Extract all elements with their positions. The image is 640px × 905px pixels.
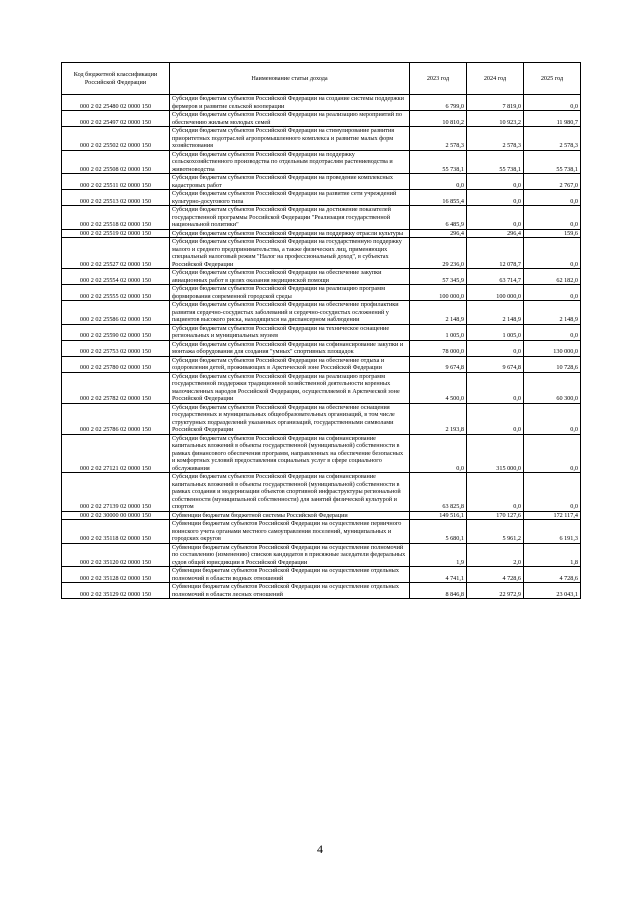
row-code: 000 2 02 25497 02 0000 150 (62, 111, 170, 127)
row-name: Субвенции бюджетам субъектов Российской Федерации на осуществление отдельных полномочий в области водных отношений (170, 567, 410, 583)
table-row (62, 543, 581, 567)
row-value-2023: 1,9 (410, 543, 467, 567)
row-value-2025: 0,0 (524, 285, 581, 301)
row-value-2023: 2 148,9 (410, 301, 467, 325)
row-value-2023: 9 674,8 (410, 356, 467, 372)
header-2025: 2025 год (524, 63, 581, 95)
row-value-2024: 2,0 (467, 543, 524, 567)
row-value-2025: 0,0 (524, 473, 581, 512)
row-code: 000 2 02 25753 02 0000 150 (62, 340, 170, 356)
row-value-2023: 29 236,0 (410, 238, 467, 269)
table-header-row (62, 63, 581, 95)
row-value-2023: 149 516,1 (410, 511, 467, 520)
row-value-2023: 1 005,0 (410, 324, 467, 340)
row-value-2025: 55 738,1 (524, 150, 581, 174)
row-value-2025: 0,0 (524, 324, 581, 340)
row-code: 000 2 02 25502 02 0000 150 (62, 127, 170, 151)
row-value-2024: 22 972,9 (467, 583, 524, 599)
row-value-2025: 0,0 (524, 206, 581, 230)
row-value-2024: 4 728,6 (467, 567, 524, 583)
row-value-2024: 2 148,9 (467, 301, 524, 325)
row-value-2024: 7 819,0 (467, 95, 524, 111)
row-value-2024: 63 714,7 (467, 269, 524, 285)
table-row (62, 150, 581, 174)
table-row (62, 190, 581, 206)
table-row (62, 403, 581, 434)
row-value-2025: 0,0 (524, 434, 581, 473)
table-body (62, 95, 581, 599)
row-code: 000 2 02 25554 02 0000 150 (62, 269, 170, 285)
row-code: 000 2 02 25519 02 0000 150 (62, 229, 170, 238)
row-value-2023: 10 810,2 (410, 111, 467, 127)
row-value-2025: 159,6 (524, 229, 581, 238)
row-code: 000 2 02 25780 02 0000 150 (62, 356, 170, 372)
row-value-2024: 55 738,1 (467, 150, 524, 174)
row-code: 000 2 02 27139 02 0000 150 (62, 473, 170, 512)
row-value-2024: 0,0 (467, 340, 524, 356)
row-value-2025: 0,0 (524, 238, 581, 269)
row-code: 000 2 02 25513 02 0000 150 (62, 190, 170, 206)
row-code: 000 2 02 25782 02 0000 150 (62, 372, 170, 403)
row-name: Субсидии бюджетам субъектов Российской Федерации на софинансирование капитальных вложений в объекты государственной (муниципальной) собственности в рамках создания и модернизации объектов спортивной инфраструктуры региональной собственности (муниципальной собственности) для занятий физической культурой и спортом (170, 473, 410, 512)
row-code: 000 2 02 30000 00 0000 150 (62, 511, 170, 520)
table-row (62, 206, 581, 230)
row-value-2024: 0,0 (467, 403, 524, 434)
row-name: Субсидии бюджетам субъектов Российской Федерации на создание системы поддержки фермеров и развитие сельской кооперации (170, 95, 410, 111)
row-code: 000 2 02 25786 02 0000 150 (62, 403, 170, 434)
table-row (62, 356, 581, 372)
table-row (62, 229, 581, 238)
table-row (62, 301, 581, 325)
row-value-2025: 2 767,0 (524, 174, 581, 190)
row-value-2023: 6 485,9 (410, 206, 467, 230)
row-value-2025: 2 148,9 (524, 301, 581, 325)
header-name: Наименование статьи дохода (170, 63, 410, 95)
row-code: 000 2 02 35120 02 0000 150 (62, 543, 170, 567)
row-name: Субсидии бюджетам субъектов Российской Федерации на государственную поддержку малого и среднего предпринимательства, а также физических лиц, применяющих специальный налоговый режим "Налог на профессиональный доход", в субъектах Российской Федерации (170, 238, 410, 269)
row-value-2025: 2 578,3 (524, 127, 581, 151)
row-value-2024: 5 961,2 (467, 520, 524, 544)
row-name: Субсидии бюджетам субъектов Российской Федерации на софинансирование капитальных вложений в объекты государственной (муниципальной) собственности в рамках финансового обеспечения программ, направленных на обеспечение безопасных и комфортных условий предоставления социальных услуг в сфере социального обслуживания (170, 434, 410, 473)
row-value-2023: 4 741,1 (410, 567, 467, 583)
header-2024: 2024 год (467, 63, 524, 95)
row-value-2024: 0,0 (467, 174, 524, 190)
row-value-2024: 100 000,0 (467, 285, 524, 301)
row-name: Субсидии бюджетам субъектов Российской Федерации на проведение комплексных кадастровых работ (170, 174, 410, 190)
row-value-2025: 172 117,4 (524, 511, 581, 520)
table-row (62, 174, 581, 190)
row-code: 000 2 02 35128 02 0000 150 (62, 567, 170, 583)
row-name: Субсидии бюджетам субъектов Российской Федерации на обеспечение отдыха и оздоровления детей, проживающих в Арктической зоне Российской Федерации (170, 356, 410, 372)
row-value-2023: 8 846,8 (410, 583, 467, 599)
row-code: 000 2 02 25590 02 0000 150 (62, 324, 170, 340)
row-value-2024: 10 923,2 (467, 111, 524, 127)
row-code: 000 2 02 27121 02 0000 150 (62, 434, 170, 473)
row-name: Субсидии бюджетам субъектов Российской Федерации на развитие сети учреждений культурно-досугового типа (170, 190, 410, 206)
row-code: 000 2 02 25511 02 0000 150 (62, 174, 170, 190)
row-value-2025: 1,8 (524, 543, 581, 567)
row-value-2023: 0,0 (410, 434, 467, 473)
row-name: Субсидии бюджетам субъектов Российской Федерации на техническое оснащение региональных и муниципальных музеев (170, 324, 410, 340)
row-value-2024: 1 005,0 (467, 324, 524, 340)
row-code: 000 2 02 25527 02 0000 150 (62, 238, 170, 269)
row-name: Субсидии бюджетам субъектов Российской Федерации на обеспечение оснащения государственных и муниципальных общеобразовательных организаций, в том числе структурных подразделений указанных организаций, государственными символами Российской Федерации (170, 403, 410, 434)
page-number: 4 (317, 842, 323, 856)
row-value-2025: 0,0 (524, 95, 581, 111)
row-value-2024: 296,4 (467, 229, 524, 238)
table-row (62, 238, 581, 269)
row-value-2025: 11 980,7 (524, 111, 581, 127)
row-code: 000 2 02 25508 02 0000 150 (62, 150, 170, 174)
row-code: 000 2 02 25518 02 0000 150 (62, 206, 170, 230)
table-row (62, 583, 581, 599)
row-value-2024: 0,0 (467, 190, 524, 206)
header-2023: 2023 год (410, 63, 467, 95)
row-code: 000 2 02 25555 02 0000 150 (62, 285, 170, 301)
table-row (62, 111, 581, 127)
table-row (62, 567, 581, 583)
row-value-2023: 57 345,9 (410, 269, 467, 285)
row-name: Субсидии бюджетам субъектов Российской Федерации на поддержку сельскохозяйственного производства по отдельным подотраслям растениеводства и животноводства (170, 150, 410, 174)
row-code: 000 2 02 35118 02 0000 150 (62, 520, 170, 544)
table-row (62, 269, 581, 285)
row-value-2024: 9 674,8 (467, 356, 524, 372)
table-row (62, 511, 581, 520)
row-code: 000 2 02 25586 02 0000 150 (62, 301, 170, 325)
row-name: Субвенции бюджетам бюджетной системы Российской Федерации (170, 511, 410, 520)
row-value-2025: 0,0 (524, 403, 581, 434)
row-value-2024: 0,0 (467, 473, 524, 512)
table-row (62, 473, 581, 512)
header-code: Код бюджетной классификации Российской Федерации (62, 63, 170, 95)
row-code: 000 2 02 25480 02 0000 150 (62, 95, 170, 111)
row-name: Субсидии бюджетам субъектов Российской Федерации на софинансирование закупки и монтажа оборудования для создания "умных" спортивных площадок (170, 340, 410, 356)
row-value-2023: 4 500,0 (410, 372, 467, 403)
row-value-2023: 0,0 (410, 174, 467, 190)
table-row (62, 372, 581, 403)
row-value-2024: 2 578,3 (467, 127, 524, 151)
row-name: Субсидии бюджетам субъектов Российской Федерации на достижение показателей государственной программы Российской Федерации "Реализация государственной национальной политики" (170, 206, 410, 230)
row-value-2025: 10 728,6 (524, 356, 581, 372)
row-value-2025: 23 043,1 (524, 583, 581, 599)
row-name: Субсидии бюджетам субъектов Российской Федерации на реализацию программ формирования современной городской среды (170, 285, 410, 301)
row-value-2025: 0,0 (524, 190, 581, 206)
table-row (62, 520, 581, 544)
row-name: Субвенции бюджетам субъектов Российской Федерации на осуществление первичного воинского учета органами местного самоуправления поселений, муниципальных и городских округов (170, 520, 410, 544)
row-name: Субвенции бюджетам субъектов Российской Федерации на осуществление полномочий по составлению (изменению) списков кандидатов в присяжные заседатели федеральных судов общей юрисдикции в Российской Федерации (170, 543, 410, 567)
row-name: Субсидии бюджетам субъектов Российской Федерации на обеспечение закупки авиационных работ в целях оказания медицинской помощи (170, 269, 410, 285)
row-value-2023: 2 193,8 (410, 403, 467, 434)
row-value-2023: 6 799,0 (410, 95, 467, 111)
row-name: Субсидии бюджетам субъектов Российской Федерации на реализацию программ государственной поддержки традиционной хозяйственной деятельности коренных малочисленных народов Российской Федерации, осуществляемой в Арктической зоне Российской Федерации (170, 372, 410, 403)
row-value-2023: 16 855,4 (410, 190, 467, 206)
row-value-2024: 0,0 (467, 206, 524, 230)
row-value-2023: 63 825,8 (410, 473, 467, 512)
row-value-2025: 60 300,0 (524, 372, 581, 403)
row-value-2025: 62 182,0 (524, 269, 581, 285)
table-row (62, 95, 581, 111)
row-name: Субсидии бюджетам субъектов Российской Федерации на обеспечение профилактики развития сердечно-сосудистых заболеваний и сердечно-сосудистых осложнений у пациентов высокого риска, находящихся на диспансерном наблюдении (170, 301, 410, 325)
budget-revenue-table (61, 62, 581, 599)
row-value-2024: 12 078,7 (467, 238, 524, 269)
table-row (62, 285, 581, 301)
row-value-2023: 296,4 (410, 229, 467, 238)
row-code: 000 2 02 35129 02 0000 150 (62, 583, 170, 599)
row-value-2023: 2 578,3 (410, 127, 467, 151)
row-value-2023: 55 738,1 (410, 150, 467, 174)
row-value-2023: 100 000,0 (410, 285, 467, 301)
row-value-2024: 170 127,6 (467, 511, 524, 520)
row-name: Субсидии бюджетам субъектов Российской Федерации на реализацию мероприятий по обеспечению жильем молодых семей (170, 111, 410, 127)
row-value-2024: 315 000,0 (467, 434, 524, 473)
table-row (62, 434, 581, 473)
row-name: Субсидии бюджетам субъектов Российской Федерации на поддержку отрасли культуры (170, 229, 410, 238)
row-value-2025: 6 191,3 (524, 520, 581, 544)
row-value-2025: 4 728,6 (524, 567, 581, 583)
row-value-2024: 0,0 (467, 372, 524, 403)
row-name: Субвенции бюджетам субъектов Российской Федерации на осуществление отдельных полномочий в области лесных отношений (170, 583, 410, 599)
row-value-2023: 5 680,1 (410, 520, 467, 544)
table-row (62, 340, 581, 356)
row-name: Субсидии бюджетам субъектов Российской Федерации на стимулирование развития приоритетных подотраслей агропромышленного комплекса и развитие малых форм хозяйствования (170, 127, 410, 151)
row-value-2025: 130 000,0 (524, 340, 581, 356)
table-row (62, 127, 581, 151)
row-value-2023: 78 000,0 (410, 340, 467, 356)
table-row (62, 324, 581, 340)
